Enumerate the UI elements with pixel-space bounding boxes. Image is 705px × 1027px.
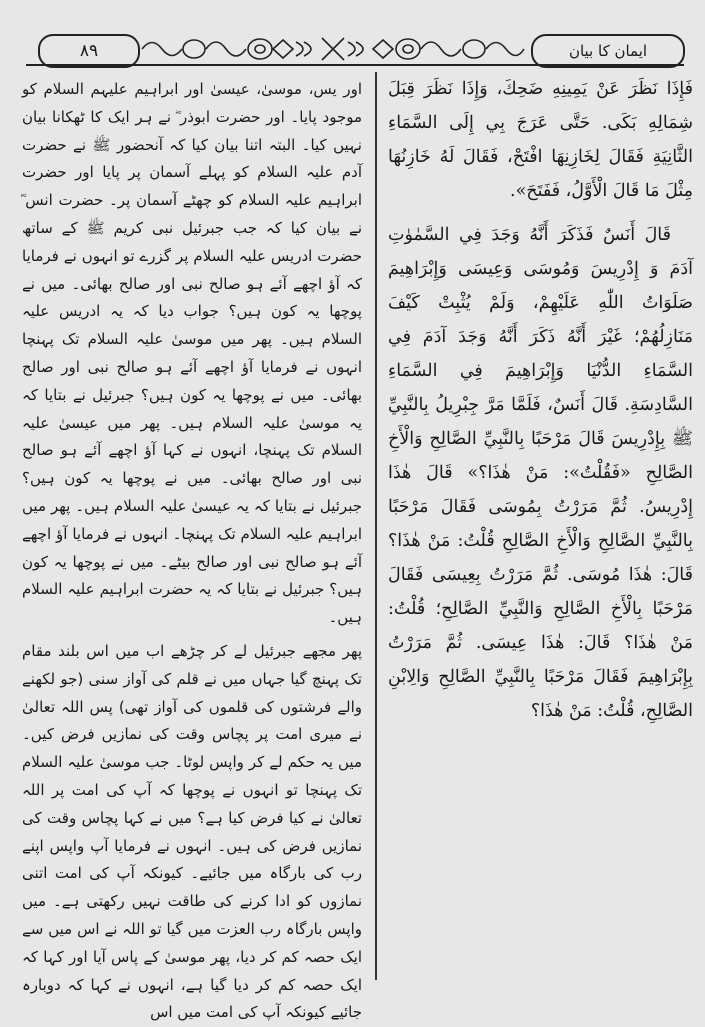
ornament-border: [140, 32, 526, 66]
urdu-paragraph-1: اور یس، موسیٰ، عیسیٰ اور ابراہیم علیہم السلام کو موجود پایا۔ اور حضرت ابوذر ؓ نے ہر ایک کا ٹھکانا بیان نہیں کیا۔ البتہ اتنا بیان کیا کہ آنحضور ﷺ نے حضرت آدم علیہ السلام کو پہلے آسمان پر پایا اور حضرت ابراہیم علیہ السلام کو چھٹے آسمان پر۔ حضرت انس ؓ نے بیان کیا کہ جب جبرئیل نبی کریم ﷺ کے ساتھ حضرت ادریس علیہ السلام پر گزرے تو انہوں نے فرمایا کہ آؤ اچھے آئے ہو صالح نبی اور صالح بھائی۔ میں نے پوچھا یہ کون ہیں؟ جواب دیا کہ یہ ادریس علیہ السلام ہیں۔ پھر میں موسیٰ علیہ السلام تک پہنچا انہوں نے فرمایا آؤ اچھے آئے ہو صالح نبی اور صالح بھائی۔ میں نے پوچھا یہ کون ہیں؟ جبرئیل نے بتایا کہ یہ موسیٰ علیہ السلام ہیں۔ پھر میں عیسیٰ علیہ السلام تک پہنچا، انہوں نے کہا آؤ اچھے آئے ہو صالح نبی اور صالح بھائی۔ میں نے پوچھا یہ کون ہیں؟ جبرئیل نے بتایا کہ یہ عیسیٰ علیہ السلام ہیں۔ پھر میں ابراہیم علیہ السلام تک پہنچا۔ انہوں نے فرمایا آؤ اچھے آئے ہو صالح نبی اور صالح بیٹے۔ میں نے پوچھا یہ کون ہیں؟ جبرئیل نے بتایا کہ یہ حضرت ابراہیم علیہ السلام ہیں۔: [22, 80, 362, 627]
page-number: ۸۹: [38, 34, 140, 68]
chapter-title: ایمان کا بیان: [531, 34, 685, 68]
arabic-column: [388, 72, 693, 982]
urdu-column: [22, 76, 362, 1022]
arabic-paragraph-1: فَإِذَا نَظَرَ عَنْ يَمِينِهِ ضَحِكَ، وَإِذَا نَظَرَ قِبَلَ شِمَالِهِ بَكَى. حَتَّى عَرَجَ بِي إِلَى السَّمَاءِ الثَّانِيَةِ فَقَالَ لِخَازِنِهَا افْتَحْ، فَقَالَ لَهُ خَازِنُهَا مِثْلَ مَا قَالَ الْأَوَّلُ، فَفَتَحَ».: [388, 79, 693, 201]
urdu-paragraph-2: پھر مجھے جبرئیل لے کر چڑھے اب میں اس بلند مقام تک پہنچ گیا جہاں میں نے قلم کی آواز سنی (جو لکھنے والے فرشتوں کی قلموں کی آواز تھی) پس اللہ تعالیٰ نے میری امت پر پچاس وقت کی نمازیں فرض کیں۔ میں یہ حکم لے کر واپس لوٹا۔ جب موسیٰ علیہ السلام تک پہنچا تو انہوں نے پوچھا کہ آپ کی امت پر اللہ تعالیٰ نے کیا فرض کیا ہے؟ میں نے کہا پچاس وقت کی نمازیں فرض کی ہیں۔ انہوں نے فرمایا آپ واپس اپنے رب کی بارگاہ میں جائیے۔ کیونکہ آپ کی امت اتنی نمازوں کو ادا کرنے کی طاقت نہیں رکھتی ہے۔ میں واپس بارگاہ رب العزت میں گیا تو اللہ نے اس میں سے ایک حصہ کم کر دیا، پھر موسیٰ کے پاس آیا اور کہا کہ ایک حصہ کم کر دیا گیا ہے، انہوں نے کہا کہ دوبارہ جائیے کیونکہ آپ کی امت میں اس: [22, 641, 362, 1022]
column-divider: [375, 72, 377, 980]
arabic-paragraph-2: قَالَ أَنَسٌ فَذَكَرَ أَنَّهُ وَجَدَ فِي السَّمٰوٰتِ آدَمَ وَ إِدْرِيسَ وَمُوسَى وَعِيسَى وَإِبْرَاهِيمَ صَلَوَاتُ اللّٰهِ عَلَيْهِمْ، وَلَمْ يُثْبِتْ كَيْفَ مَنَازِلُهُمْ؛ غَيْرَ أَنَّهُ ذَكَرَ أَنَّهُ وَجَدَ آدَمَ فِي السَّمَاءِ الدُّنْيَا وَإِبْرَاهِيمَ فِي السَّمَاءِ السَّادِسَةِ. قَالَ أَنَسٌ، فَلَمَّا مَرَّ جِبْرِيلُ بِالنَّبِيِّ ﷺ بِإِدْرِيسَ قَالَ مَرْحَبًا بِالنَّبِيِّ الصَّالِحِ وَالْأَخِ الصَّالِحِ «فَقُلْتُ»: مَنْ هٰذَا؟» قَالَ هٰذَا إِدْرِيسُ. ثُمَّ مَرَرْتُ بِمُوسَى فَقَالَ مَرْحَبًا بِالنَّبِيِّ الصَّالِحِ وَالْأَخِ الصَّالِحِ قُلْتُ: مَنْ هٰذَا؟ قَالَ: هٰذَا مُوسَى. ثُمَّ مَرَرْتُ بِعِيسَى فَقَالَ مَرْحَبًا بِالْأَخِ الصَّالِحِ وَالنَّبِيِّ الصَّالِحِ؛ قُلْتُ: مَنْ هٰذَا؟ قَالَ: هٰذَا عِيسَى. ثُمَّ مَرَرْتُ بِإِبْرَاهِيمَ فَقَالَ مَرْحَبًا بِالنَّبِيِّ الصَّالِحِ وَالِابْنِ الصَّالِحِ، قُلْتُ: مَنْ هٰذَا؟: [388, 225, 693, 721]
header-rule: [26, 64, 684, 66]
page-header: [26, 30, 684, 70]
